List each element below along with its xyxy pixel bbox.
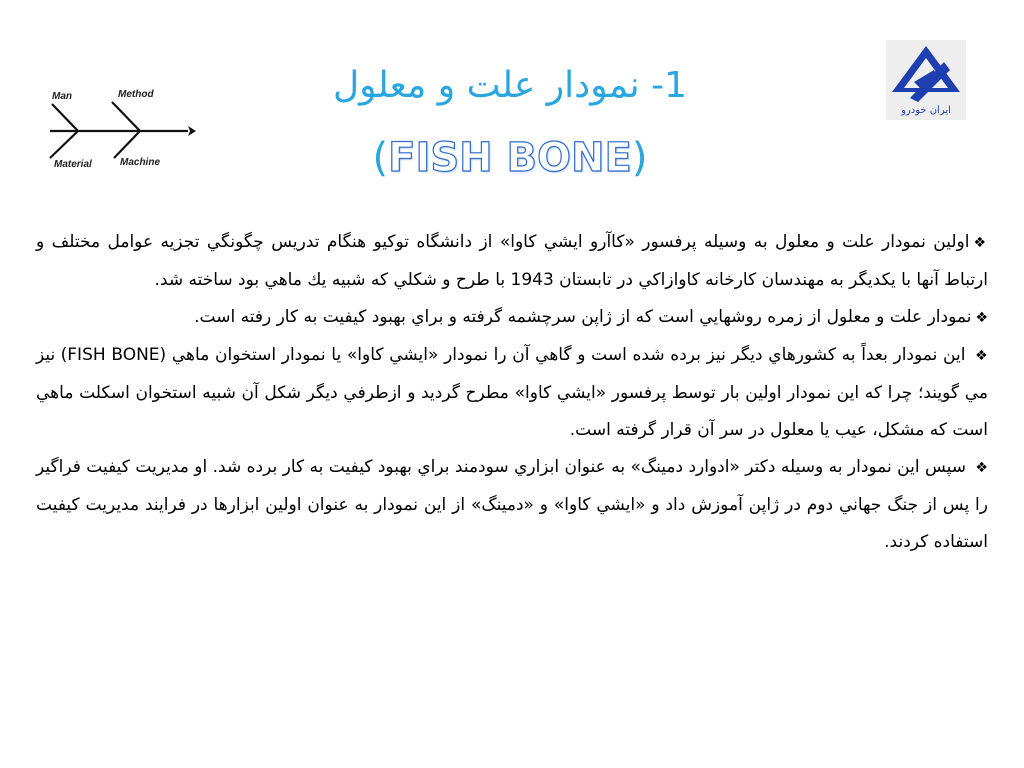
subtitle-close-paren: ) bbox=[631, 135, 648, 181]
fishbone-label-man: Man bbox=[52, 91, 72, 102]
fishbone-bone-material bbox=[50, 131, 78, 158]
diamond-bullet-icon: ❖ bbox=[973, 235, 988, 251]
fishbone-label-machine: Machine bbox=[120, 157, 161, 168]
bullet-text: نمودار علت و معلول از زمره روشهايي است كه از ژاپن سرچشمه گرفته و براي بهبود كيفيت به كار رفته است. bbox=[194, 307, 972, 327]
fishbone-label-method: Method bbox=[118, 89, 154, 100]
fishbone-bone-machine bbox=[114, 131, 140, 158]
bullet-paragraph bbox=[36, 299, 988, 337]
diamond-bullet-icon: ❖ bbox=[975, 310, 988, 326]
bullet-paragraph bbox=[36, 449, 988, 561]
bullet-text: اين نمودار بعداً به كشورهاي ديگر نيز برده شده است و گاهي آن را نمودار «ايشي كاوا» يا نمودار استخوان ماهي (FISH BONE) نيز مي گويند؛ چرا كه اين نمودار اولين بار توسط پرفسور «ايشي كاوا» مطرح گرديد و ازطرفي ديگر شكل آن شبيه استخوان اسكلت ماهي است كه مشكل، عيب يا معلول در سر آن قرار گرفته است. bbox=[36, 345, 988, 440]
bullet-paragraph bbox=[36, 337, 988, 449]
slide-body bbox=[36, 224, 988, 561]
fishbone-bone-method bbox=[112, 102, 140, 131]
logo-caption: ایران خودرو bbox=[901, 105, 951, 116]
subtitle-fish-bone: FISH BONE bbox=[388, 135, 632, 181]
slide-title: 1- نمودار علت و معلول bbox=[333, 65, 687, 106]
company-logo bbox=[886, 40, 966, 120]
bullet-text: سپس اين نمودار به وسيله دكتر «ادوارد دمينگ» به عنوان ابزاري سودمند براي بهبود كيفيت به كار برده شد. او مديريت كيفيت فراگير را پس از جنگ جهاني دوم در ژاپن آموزش داد و «ايشي كاوا» و «دمينگ» از اين نمودار به عنوان اولين ابزارها در فرايند مديريت كيفيت استفاده كردند. bbox=[36, 457, 988, 552]
fishbone-diagram-icon bbox=[40, 82, 200, 182]
fishbone-label-material: Material bbox=[54, 159, 92, 170]
diamond-bullet-icon: ❖ bbox=[975, 348, 988, 364]
fishbone-arrow-head bbox=[188, 126, 196, 136]
bullet-text: اولين نمودار علت و معلول به وسيله پرفسور «كاآرو ايشي كاوا» از دانشگاه توكيو هنگام تدريس چگونگي تجزيه عوامل مختلف و ارتباط آنها با يكديگر به مهندسان كارخانه كاوازاكي در تابستان 1943 با طرح و شكلي كه شبيه يك ماهي بود ساخته شد. bbox=[36, 232, 988, 290]
diamond-bullet-icon: ❖ bbox=[975, 460, 988, 476]
subtitle-open-paren: ( bbox=[372, 135, 389, 181]
bullet-paragraph bbox=[36, 224, 988, 299]
slide-subtitle bbox=[280, 132, 740, 184]
fishbone-bone-man bbox=[52, 104, 78, 131]
